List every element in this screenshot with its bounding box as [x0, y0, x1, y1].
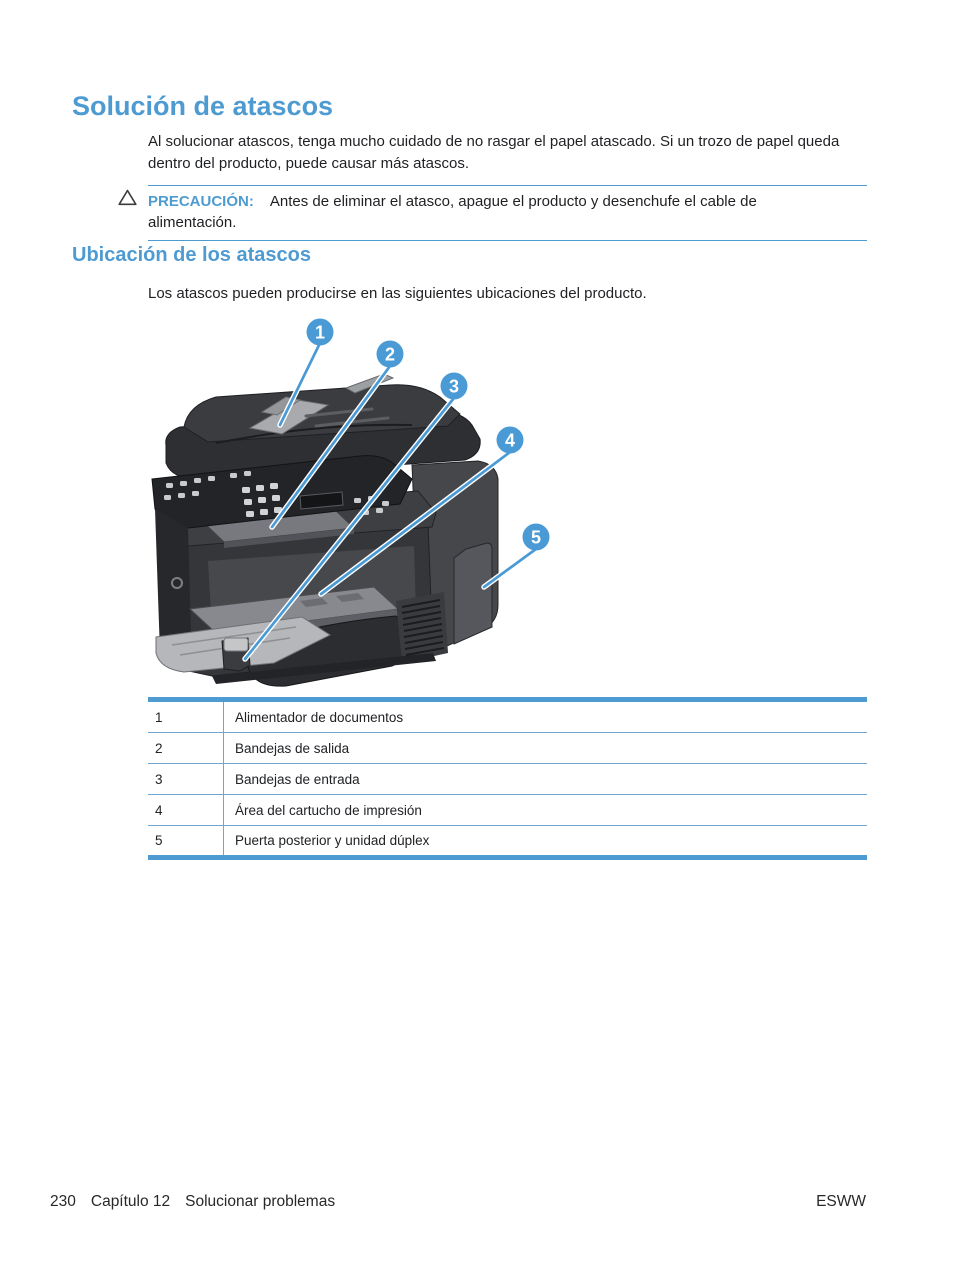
footer-left [50, 1193, 335, 1211]
table-row [148, 795, 867, 826]
publisher-code: ESWW [816, 1193, 866, 1210]
warning-triangle-icon [118, 189, 137, 206]
row-number-cell: 1 [148, 702, 224, 732]
caution-note [148, 185, 867, 241]
table-row [148, 764, 867, 795]
callout-5 [523, 524, 550, 551]
svg-text:4: 4 [504, 430, 516, 451]
row-number-cell: 5 [148, 826, 224, 855]
row-number-cell: 3 [148, 764, 224, 794]
row-label-cell: Alimentador de documentos [235, 709, 404, 725]
jam-locations-table [148, 697, 867, 860]
svg-text:1: 1 [314, 322, 326, 343]
svg-text:3: 3 [448, 376, 460, 397]
table-row [148, 733, 867, 764]
section-heading: Ubicación de los atascos [72, 244, 311, 266]
callout-1 [307, 319, 334, 346]
caution-label: PRECAUCIÓN: [148, 193, 254, 210]
printer-illustration [150, 315, 570, 695]
row-label-cell: Área del cartucho de impresión [235, 802, 422, 818]
row-label-cell: Puerta posterior y unidad dúplex [235, 833, 430, 848]
svg-text:5: 5 [530, 527, 542, 548]
printer-figure [150, 315, 570, 695]
svg-text:2: 2 [384, 344, 396, 365]
row-label-cell: Bandejas de entrada [235, 771, 360, 787]
row-number-cell: 2 [148, 733, 224, 763]
table-bottom-border [148, 855, 867, 860]
section-paragraph: Los atascos pueden producirse en las siguientes ubicaciones del producto. [148, 285, 647, 302]
table-row [148, 702, 867, 733]
callout-2 [377, 341, 404, 368]
row-number-cell: 4 [148, 795, 224, 825]
row-label-cell: Bandejas de salida [235, 740, 350, 756]
table-row [148, 826, 867, 855]
printer-body [152, 374, 498, 686]
chapter-title: Solucionar problemas [185, 1193, 336, 1210]
page-title: Solución de atascos [72, 91, 334, 121]
callout-3 [441, 373, 468, 400]
chapter-label: Capítulo 12 [90, 1193, 171, 1210]
intro-paragraph: Al solucionar atascos, tenga mucho cuidado de no rasgar el papel atascado. Si un trozo de papel queda dentro del producto, puede causar más atascos. [148, 133, 840, 172]
callout-4 [497, 427, 524, 454]
caution-text: Antes de eliminar el atasco, apague el producto y desenchufe el cable de alimentación. [148, 193, 757, 231]
page-number: 230 [50, 1193, 76, 1210]
